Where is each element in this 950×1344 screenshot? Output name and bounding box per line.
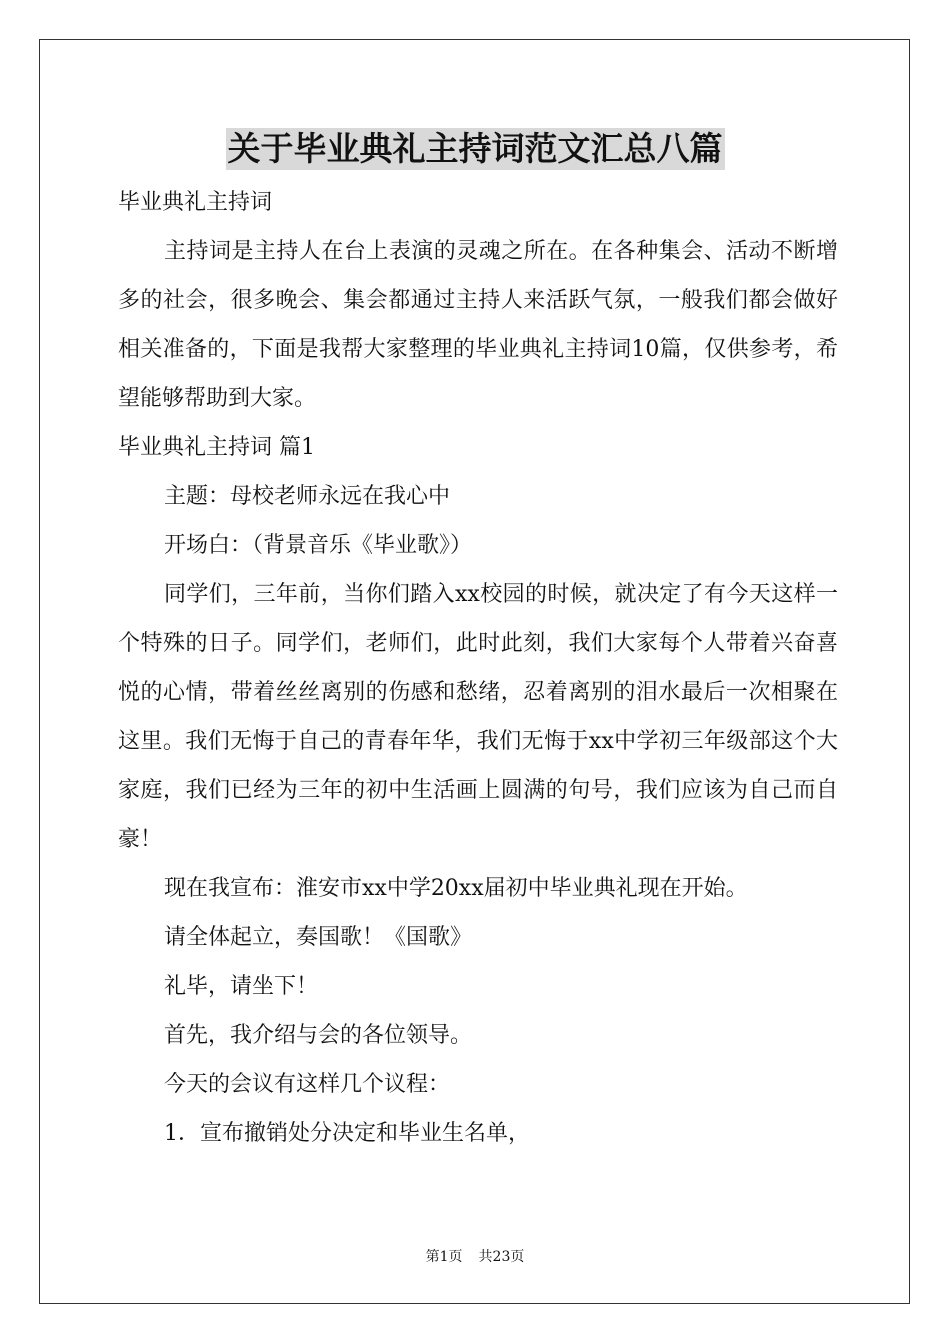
title-container — [0, 128, 950, 170]
paragraph: 请全体起立，奏国歌！《国歌》 — [164, 925, 473, 950]
document-title: 关于毕业典礼主持词范文汇总八篇 — [227, 129, 723, 168]
paragraph: 今天的会议有这样几个议程： — [164, 1072, 451, 1097]
paragraph: 1．宣布撤销处分决定和毕业生名单， — [164, 1121, 530, 1146]
document-body — [118, 178, 838, 1158]
paragraph: 毕业典礼主持词 篇1 — [118, 435, 315, 460]
page-footer — [0, 1247, 950, 1267]
paragraph: 首先，我介绍与会的各位领导。 — [164, 1023, 473, 1048]
page-number: 第1页 — [425, 1249, 463, 1265]
page-total: 共23页 — [478, 1249, 525, 1265]
paragraph: 主题：母校老师永远在我心中 — [164, 484, 451, 509]
paragraph: 毕业典礼主持词 — [118, 190, 273, 215]
paragraph: 开场白：（背景音乐《毕业歌》） — [164, 533, 473, 558]
paragraph: 主持词是主持人在台上表演的灵魂之所在。在各种集会、活动不断增多的社会，很多晚会、集会都通过主持人来活跃气氛，一般我们都会做好相关准备的，下面是我帮大家整理的毕业典礼主持词10篇，仅供参考，希望能够帮助到大家。 — [118, 239, 838, 411]
paragraph: 同学们，三年前，当你们踏入xx校园的时候，就决定了有今天这样一个特殊的日子。同学们，老师们，此时此刻，我们大家每个人带着兴奋喜悦的心情，带着丝丝离别的伤感和愁绪，忍着离别的泪水最后一次相聚在这里。我们无悔于自己的青春年华，我们无悔于xx中学初三年级部这个大家庭，我们已经为三年的初中生活画上圆满的句号，我们应该为自己而自豪！ — [118, 582, 838, 852]
paragraph: 现在我宣布：淮安市xx中学20xx届初中毕业典礼现在开始。 — [164, 876, 748, 901]
paragraph: 礼毕，请坐下！ — [164, 974, 319, 999]
